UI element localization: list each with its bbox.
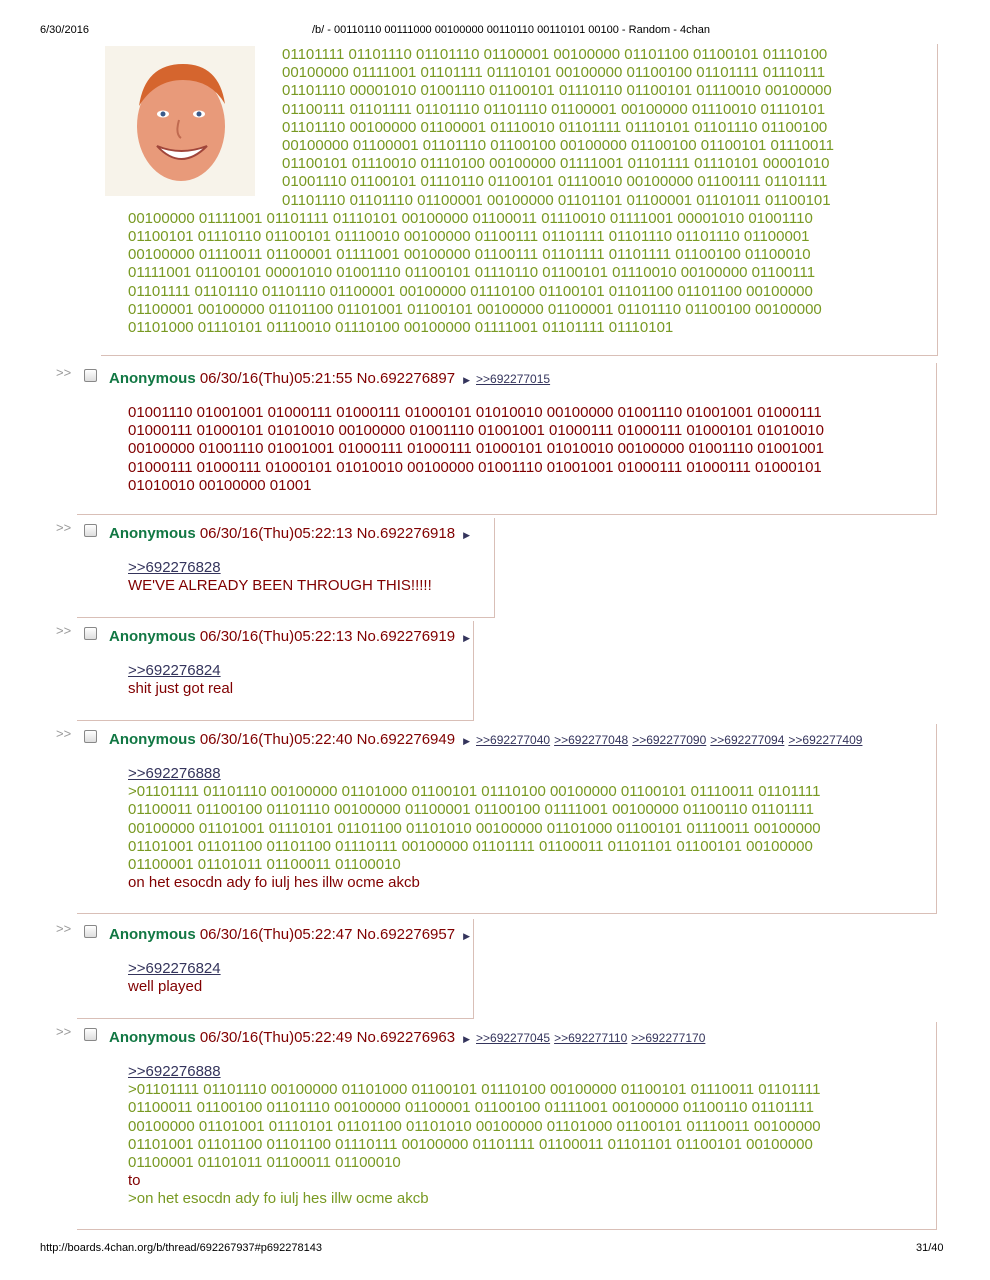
post-select-checkbox[interactable] — [84, 627, 97, 640]
op-message-line: 01100101 01110110 01100101 01110010 00100000 01100111 01101111 01101110 01101110 01100001 — [128, 228, 810, 245]
op-message-line: 00100000 01111001 01101111 01110101 00100000 01100100 01101111 01110111 — [282, 64, 826, 82]
post-number-link[interactable]: No.692276897 — [356, 370, 456, 387]
quote-link[interactable]: >>692276828 — [128, 559, 221, 576]
post-number-link[interactable]: No.692276957 — [356, 926, 456, 943]
post-info — [109, 731, 866, 748]
backlink[interactable]: >>692277409 — [788, 733, 863, 747]
post-datetime: 06/30/16(Thu)05:22:47 — [199, 926, 357, 943]
reply-arrow-icon: >> — [56, 921, 72, 936]
post-message-line: shit just got real — [128, 680, 234, 698]
post-menu-icon[interactable]: ▶ — [463, 1034, 470, 1044]
op-message-line: 01100001 00100000 01101100 01101001 01100101 00100000 01100001 01101110 01100100 00100000 — [128, 300, 822, 318]
poster-name: Anonymous — [109, 628, 196, 645]
post-message-line: 01100001 01101011 01100011 01100010 — [128, 1154, 401, 1171]
backlink[interactable]: >>692277040 — [476, 733, 551, 747]
print-date: 6/30/2016 — [40, 24, 89, 36]
post-message-line: WE'VE ALREADY BEEN THROUGH THIS!!!!! — [128, 577, 432, 595]
op-message-line: 01111001 01100101 00001010 01001110 01100101 01110110 01100101 01110010 00100000 01100111 — [128, 264, 816, 282]
post-datetime: 06/30/16(Thu)05:22:49 — [199, 1029, 357, 1046]
post-select-checkbox[interactable] — [84, 1028, 97, 1041]
backlink[interactable]: >>692277170 — [631, 1031, 706, 1045]
op-message-line: 00100000 01100001 01101110 01100100 00100000 01100100 01100101 01110011 — [282, 137, 834, 154]
backlink[interactable]: >>692277045 — [476, 1031, 551, 1045]
post-info — [109, 926, 476, 943]
post-menu-icon[interactable]: ▶ — [463, 931, 470, 941]
backlink[interactable]: >>692277048 — [554, 733, 629, 747]
post-menu-icon[interactable]: ▶ — [463, 736, 470, 746]
op-message-line: 01101111 01101110 01101110 01100001 00100000 01101100 01100101 01110100 — [282, 46, 828, 63]
post-number-link[interactable]: No.692276919 — [356, 628, 456, 645]
quote-link[interactable]: >>692276824 — [128, 960, 221, 977]
post-datetime: 06/30/16(Thu)05:22:13 — [199, 525, 357, 542]
post-message-line: 01100011 01100100 01101110 00100000 01100001 01100100 01111001 00100000 01100110 01101111 — [128, 1099, 814, 1117]
post-info — [109, 1029, 709, 1046]
poster-name: Anonymous — [109, 1029, 196, 1046]
post-message-line: 01100001 01101011 01100011 01100010 — [128, 856, 401, 873]
op-message-line: 01001110 01100101 01110110 01100101 01110010 00100000 01100111 01101111 — [282, 173, 828, 191]
post-message-line: 01010010 00100000 01001 — [128, 476, 312, 494]
poster-name: Anonymous — [109, 370, 196, 387]
post-menu-icon[interactable]: ▶ — [463, 375, 470, 385]
post-info — [109, 525, 476, 542]
post-message-line: 00100000 01101001 01110101 01101100 01101010 00100000 01101000 01100101 01110011 00100000 — [128, 819, 821, 837]
post-menu-icon[interactable]: ▶ — [463, 633, 470, 643]
post-message-line: 01000111 01000111 01000101 01010010 00100000 01001110 01001001 01000111 01000111 01000101 — [128, 458, 822, 476]
post-select-checkbox[interactable] — [84, 369, 97, 382]
quote-link[interactable]: >>692276888 — [128, 765, 221, 782]
post-message-line: on het esocdn ady fo iulj hes illw ocme akcb — [128, 874, 420, 892]
post-info — [109, 370, 554, 387]
post-number-link[interactable]: No.692276918 — [356, 525, 456, 542]
quote-link[interactable]: >>692276888 — [128, 1063, 221, 1080]
op-message-line: 01100101 01110010 01110100 00100000 01111001 01101111 01110101 00001010 — [282, 155, 830, 173]
reply-arrow-icon: >> — [56, 520, 72, 535]
post-image-thumbnail[interactable] — [105, 46, 255, 196]
post-select-checkbox[interactable] — [84, 524, 97, 537]
backlink[interactable]: >>692277090 — [632, 733, 707, 747]
post-message-line: 01101001 01101100 01101100 01110111 00100000 01101111 01100011 01101101 01100101 00100000 — [128, 837, 813, 855]
op-message-line: 01101110 01101110 01100001 00100000 01101101 01100001 01101011 01100101 — [282, 191, 831, 209]
post-number-link[interactable]: No.692276949 — [356, 731, 456, 748]
post-datetime: 06/30/16(Thu)05:22:40 — [199, 731, 357, 748]
poster-name: Anonymous — [109, 731, 196, 748]
post-info — [109, 628, 476, 645]
post-message-line: well played — [128, 978, 203, 996]
post-message-line: 00100000 01101001 01110101 01101100 01101010 00100000 01101000 01100101 01110011 00100000 — [128, 1117, 821, 1135]
post-message-line: 01000111 01000101 01010010 00100000 01001110 01001001 01000111 01000111 01000101 01010010 — [128, 422, 824, 440]
reply-arrow-icon: >> — [56, 726, 72, 741]
op-message-line: 00100000 01110011 01100001 01111001 00100000 01100111 01101111 01101111 01100100 01100010 — [128, 246, 811, 264]
poster-name: Anonymous — [109, 525, 196, 542]
post-message-line: >01101111 01101110 00100000 01101000 01100101 01110100 00100000 01100101 01110011 01101111 — [128, 783, 821, 801]
face-image — [105, 46, 255, 196]
reply-arrow-icon: >> — [56, 365, 72, 380]
backlink[interactable]: >>692277015 — [476, 372, 551, 386]
post-message-line: >01101111 01101110 00100000 01101000 01100101 01110100 00100000 01100101 01110011 01101111 — [128, 1081, 821, 1099]
op-message-line: 00100000 01111001 01101111 01110101 00100000 01100011 01110010 01111001 00001010 01001110 — [128, 209, 813, 227]
backlink[interactable]: >>692277110 — [554, 1031, 628, 1045]
post-datetime: 06/30/16(Thu)05:22:13 — [199, 628, 357, 645]
post-message-line: 00100000 01001110 01001001 01000111 01000111 01000101 01010010 00100000 01001110 01001001 — [128, 440, 824, 458]
op-message-line: 01101110 00001010 01001110 01100101 01110110 01100101 01110010 00100000 — [282, 82, 832, 100]
post-message-line: 01001110 01001001 01000111 01000111 01000101 01010010 00100000 01001110 01001001 01000111 — [128, 404, 822, 421]
quote-link[interactable]: >>692276824 — [128, 662, 221, 679]
post-select-checkbox[interactable] — [84, 925, 97, 938]
footer-url: http://boards.4chan.org/b/thread/692267937#p692278143 — [40, 1242, 322, 1254]
post-message-line: to — [128, 1172, 141, 1190]
post-datetime: 06/30/16(Thu)05:21:55 — [199, 370, 357, 387]
post-select-checkbox[interactable] — [84, 730, 97, 743]
op-message-line: 01101110 00100000 01100001 01110010 01101111 01110101 01101110 01100100 — [282, 118, 828, 136]
poster-name: Anonymous — [109, 926, 196, 943]
footer-page-number: 31/40 — [916, 1242, 944, 1254]
reply-arrow-icon: >> — [56, 1024, 72, 1039]
op-message-line: 01101111 01101110 01101110 01100001 00100000 01110100 01100101 01101100 01101100 00100000 — [128, 282, 813, 300]
reply-arrow-icon: >> — [56, 623, 72, 638]
op-message-line: 01100111 01101111 01101110 01101110 01100001 00100000 01110010 01110101 — [282, 100, 826, 118]
page-title: /b/ - 00110110 00111000 00100000 00110110 00110101 00100 - Random - 4chan — [312, 24, 710, 36]
post-menu-icon[interactable]: ▶ — [463, 530, 470, 540]
op-message-line: 01101000 01110101 01110010 01110100 00100000 01111001 01101111 01110101 — [128, 319, 674, 336]
post-number-link[interactable]: No.692276963 — [356, 1029, 456, 1046]
post-message-line: 01101001 01101100 01101100 01110111 00100000 01101111 01100011 01101101 01100101 00100000 — [128, 1135, 813, 1153]
post-message-line: >on het esocdn ady fo iulj hes illw ocme akcb — [128, 1190, 429, 1208]
post-message-line: 01100011 01100100 01101110 00100000 01100001 01100100 01111001 00100000 01100110 01101111 — [128, 801, 814, 819]
backlink[interactable]: >>692277094 — [710, 733, 785, 747]
